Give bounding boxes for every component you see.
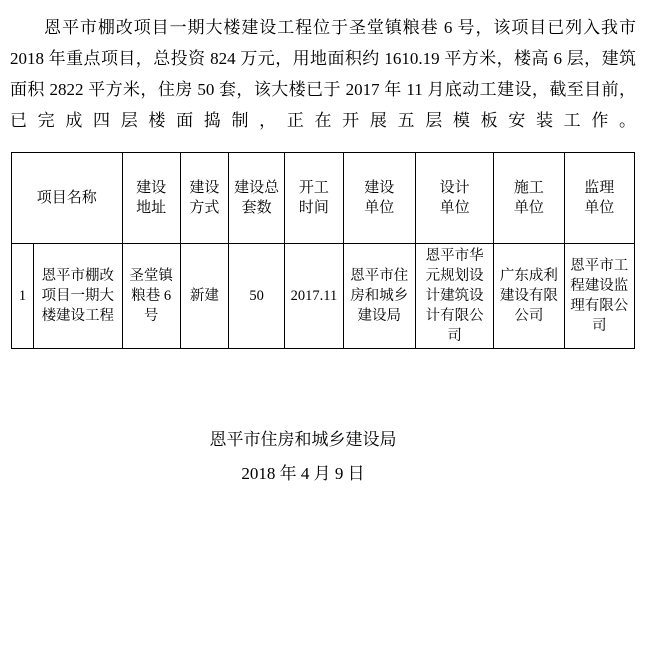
table-header-supervision-unit xyxy=(564,153,634,244)
cell-start-time: 2017.11 xyxy=(285,244,343,349)
cell-project-name: 恩平市棚改项目一期大楼建设工程 xyxy=(34,244,122,349)
table-header-design-unit xyxy=(415,153,493,244)
cell-mode: 新建 xyxy=(180,244,228,349)
table-header-mode-line2: 方式 xyxy=(189,200,220,216)
document-page xyxy=(0,12,646,645)
table-header-sets-line1: 建设总 xyxy=(234,180,280,196)
table-header-row xyxy=(12,153,635,244)
table-header-sets xyxy=(229,153,285,244)
cell-design-unit: 恩平市华元规划设计建筑设计有限公司 xyxy=(415,244,493,349)
table-header-supervision-unit-line1: 监理 xyxy=(584,180,615,196)
cell-sets: 50 xyxy=(229,244,285,349)
table-header-design-unit-line1: 设计 xyxy=(439,180,470,196)
signature-block xyxy=(10,423,636,491)
cell-construction-unit: 广东成利建设有限公司 xyxy=(494,244,564,349)
table-header-construction-unit xyxy=(494,153,564,244)
cell-address: 圣堂镇粮巷 6 号 xyxy=(122,244,180,349)
cell-build-unit: 恩平市住房和城乡建设局 xyxy=(343,244,415,349)
table-header-build-unit-line2: 单位 xyxy=(364,200,395,216)
table-header-design-unit-line2: 单位 xyxy=(439,200,470,216)
cell-supervision-unit: 恩平市工程建设监理有限公司 xyxy=(564,244,634,349)
table-header-address xyxy=(122,153,180,244)
table-header-mode xyxy=(180,153,228,244)
table-header-start-time-line2: 时间 xyxy=(298,200,329,216)
body-paragraph: 恩平市棚改项目一期大楼建设工程位于圣堂镇粮巷 6 号，该项目已列入我市 2018 年重点项目，总投资 824 万元，用地面积约 1610.19 平方米，楼高 6 层，建筑面积 2822 平方米，住房 50 套，该大楼已于 2017 年 11 月底动工建设，截至目前，已完成四层楼面捣制，正在开展五层模板安装工作。 xyxy=(10,18,636,130)
table-header-supervision-unit-line2: 单位 xyxy=(584,200,615,216)
table-header-build-unit xyxy=(343,153,415,244)
table-header-sets-line2: 套数 xyxy=(241,200,272,216)
table-header-build-unit-line1: 建设 xyxy=(364,180,395,196)
table-header-project-name xyxy=(12,153,123,244)
table-header-start-time xyxy=(285,153,343,244)
table-header-start-time-line1: 开工 xyxy=(298,180,329,196)
table-header-address-line1: 建设 xyxy=(136,180,167,196)
table-header-construction-unit-line1: 施工 xyxy=(513,180,544,196)
cell-index: 1 xyxy=(12,244,34,349)
signature-organization: 恩平市住房和城乡建设局 xyxy=(209,430,397,449)
table-row xyxy=(12,244,635,349)
table-header-mode-line1: 建设 xyxy=(189,180,220,196)
table-header-project-name-line1: 项目名称 xyxy=(36,190,97,206)
project-table xyxy=(11,152,635,349)
table-header-construction-unit-line2: 单位 xyxy=(513,200,544,216)
signature-date: 2018 年 4 月 9 日 xyxy=(241,464,365,483)
table-header-address-line2: 地址 xyxy=(136,200,167,216)
